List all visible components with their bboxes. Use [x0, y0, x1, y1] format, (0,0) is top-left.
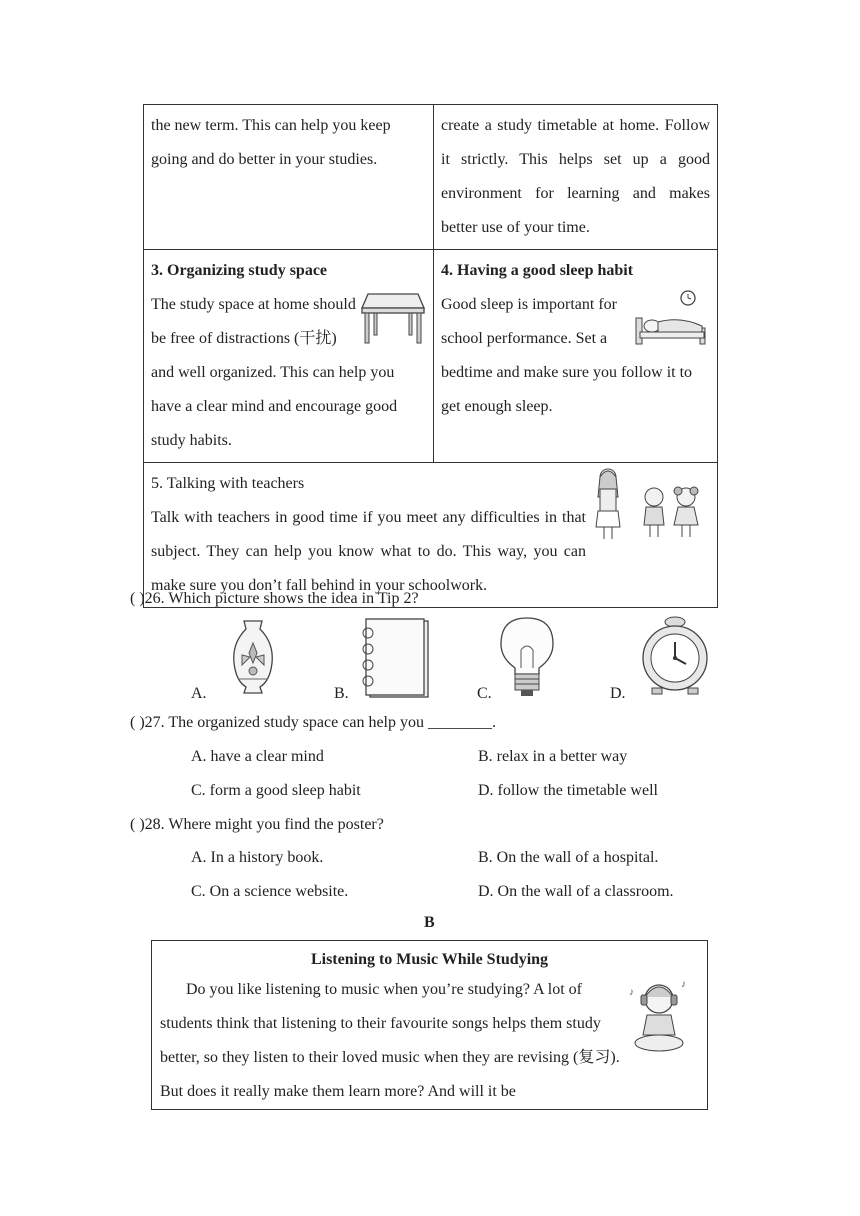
tip4-cell [434, 250, 718, 463]
option-26-d[interactable]: D. [610, 685, 626, 702]
tip2-text: create a study timetable at home. Follow it strictly. This helps set up a good environment for learning and makes better use of your time. [441, 117, 710, 236]
option-27-d[interactable]: D. follow the timetable well [478, 782, 658, 799]
tip-cell-continued-left [144, 105, 434, 250]
tip3-title: 3. Organizing study space [151, 262, 328, 279]
tip5-text: Talk with teachers in good time if you meet any difficulties in that subject. They can help you know what to do. This way, you can make sure you don’t fall behind in your schoolwork. [151, 509, 586, 594]
question-text: 28. Where might you find the poster? [144, 816, 384, 833]
tip4-title: 4. Having a good sleep habit [441, 262, 634, 279]
sleeping-person-icon [632, 288, 710, 350]
tip-cell-continued-right [434, 105, 718, 250]
question-26 [130, 589, 419, 609]
answer-paren[interactable]: ( ) [130, 816, 145, 833]
option-27-b[interactable]: B. relax in a better way [478, 748, 628, 765]
tip4-text: Good sleep is important for school performance. Set a bedtime and make sure you follow it to get enough sleep. [441, 296, 693, 415]
boy-headphones-icon [627, 977, 691, 1055]
question-text: 27. The organized study space can help you ________. [144, 714, 496, 731]
tip3-cell [144, 250, 434, 463]
question-text: 26. Which picture shows the idea in Tip 2? [144, 590, 419, 607]
teacher-students-icon [590, 467, 710, 541]
option-28-d[interactable]: D. On the wall of a classroom. [478, 883, 674, 900]
option-26-a[interactable]: A. [191, 685, 207, 702]
tips-table [143, 104, 718, 608]
option-27-a[interactable]: A. have a clear mind [191, 748, 324, 765]
option-28-a[interactable]: A. In a history book. [191, 849, 324, 866]
desk-icon [360, 288, 426, 346]
option-27-c[interactable]: C. form a good sleep habit [191, 782, 361, 799]
section-b-label: B [424, 914, 435, 931]
option-28-c[interactable]: C. On a science website. [191, 883, 349, 900]
alarm-clock-icon [638, 616, 712, 696]
vase-icon [228, 619, 278, 695]
option-26-c[interactable]: C. [477, 685, 492, 702]
svg-text:♪: ♪ [681, 979, 686, 990]
option-28-b[interactable]: B. On the wall of a hospital. [478, 849, 659, 866]
tip3-text: The study space at home should be free of distractions (干扰) and well organized. This can help you have a clear mind and encourage good study habits. [151, 296, 398, 449]
tip1-text: the new term. This can help you keep going and do better in your studies. [151, 117, 391, 168]
passage-title: Listening to Music While Studying [310, 951, 549, 968]
notebook-icon [358, 617, 432, 699]
passage-text: Do you like listening to music when you’re studying? A lot of students think that listening to their favourite songs helps them study better, so they listen to their loved music when they are revising (复习). But does it really make them learn more? And will it be [160, 981, 620, 1100]
svg-text:♪: ♪ [629, 987, 634, 998]
section-b-passage-box [151, 940, 708, 1110]
tip5-cell [144, 463, 718, 608]
tip5-title: 5. Talking with teachers [151, 475, 305, 492]
answer-paren[interactable]: ( ) [130, 714, 145, 731]
question-27 [130, 713, 496, 733]
option-26-b[interactable]: B. [334, 685, 349, 702]
question-28 [130, 815, 384, 835]
light-bulb-icon [499, 616, 555, 698]
answer-paren[interactable]: ( ) [130, 590, 145, 607]
